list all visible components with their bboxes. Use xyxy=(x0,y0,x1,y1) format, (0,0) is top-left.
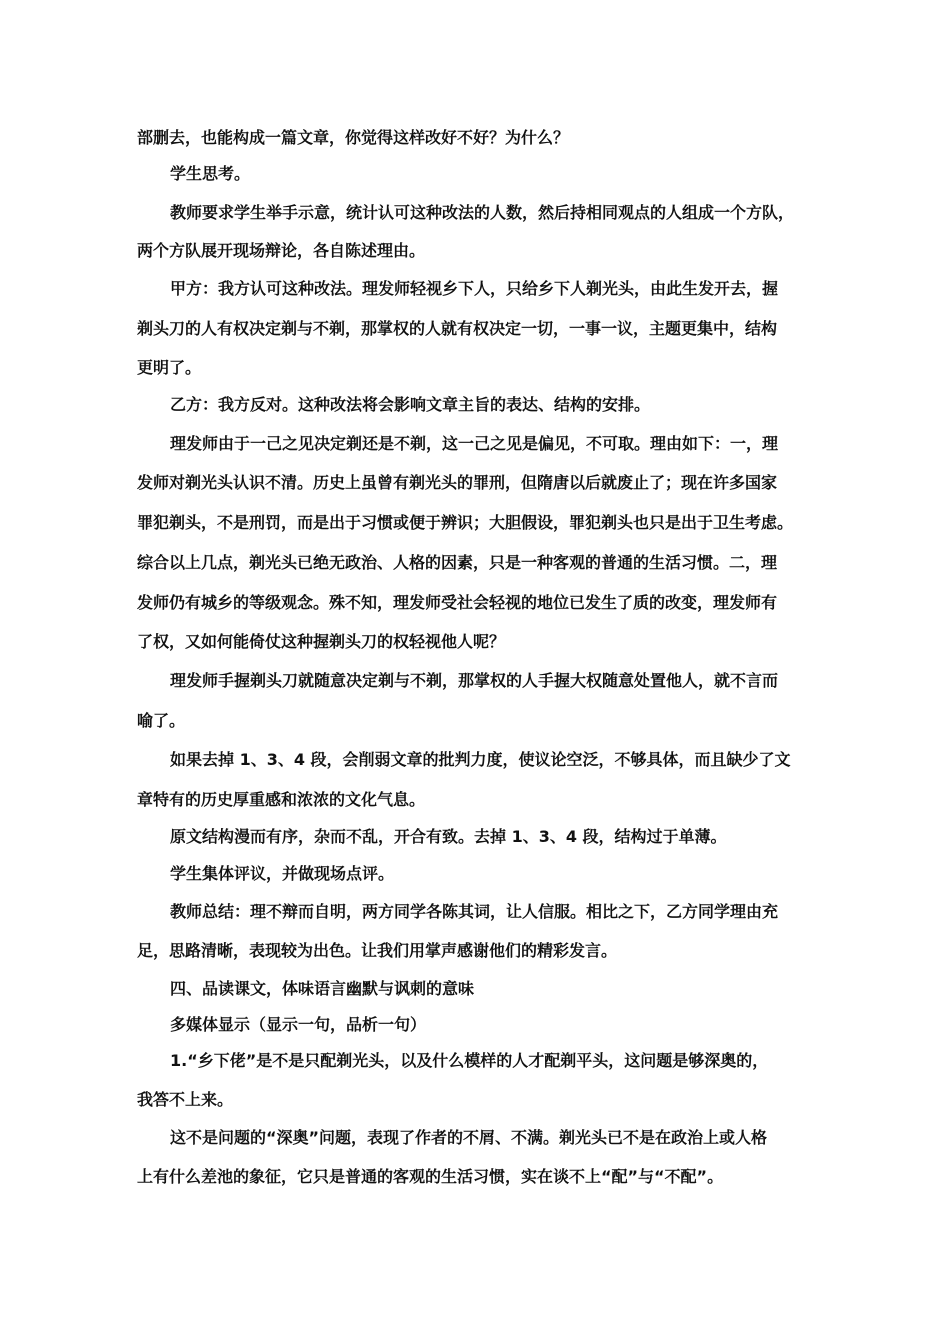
text-line: 足，思路清晰，表现较为出色。让我们用掌声感谢他们的精彩发言。 xyxy=(137,941,618,960)
text-line: 学生思考。 xyxy=(170,164,251,183)
text-line: 发师对剃光头认识不清。历史上虽曾有剃光头的罪刑，但隋唐以后就废止了；现在许多国家 xyxy=(137,473,778,492)
text-line: 剃头刀的人有权决定剃与不剃，那掌权的人就有权决定一切，一事一议，主题更集中，结构 xyxy=(137,319,778,338)
text-line: 我答不上来。 xyxy=(137,1090,234,1109)
text-line: 原文结构漫而有序，杂而不乱，开合有致。去掉 1、3、4 段，结构过于单薄。 xyxy=(170,827,727,846)
text-line: 教师总结：理不辩而自明，两方同学各陈其词，让人信服。相比之下，乙方同学理由充 xyxy=(170,902,779,921)
text-line: 罪犯剃头，不是刑罚，而是出于习惯或便于辨识；大胆假设，罪犯剃头也只是出于卫生考虑。 xyxy=(137,513,794,532)
text-line: 学生集体评议，并做现场点评。 xyxy=(170,864,395,883)
section-heading: 四、品读课文，体味语言幽默与讽刺的意味 xyxy=(170,979,475,998)
text-line: 甲方：我方认可这种改法。理发师轻视乡下人，只给乡下人剃光头，由此生发开去，握 xyxy=(170,279,779,298)
text-line: 了权，又如何能倚仗这种握剃头刀的权轻视他人呢？ xyxy=(137,632,506,651)
text-line: 更明了。 xyxy=(137,358,202,377)
text-line: 多媒体显示（显示一句，品析一句） xyxy=(170,1015,427,1034)
text-line: 部删去，也能构成一篇文章，你觉得这样改好不好？为什么？ xyxy=(137,128,570,147)
text-line: 喻了。 xyxy=(137,711,186,730)
text-line: 上有什么差池的象征，它只是普通的客观的生活习惯，实在谈不上“配”与“不配”。 xyxy=(137,1167,724,1186)
text-line: 教师要求学生举手示意，统计认可这种改法的人数，然后持相同观点的人组成一个方队， xyxy=(170,203,795,222)
text-line: 理发师由于一己之见决定剃还是不剃，这一己之见是偏见，不可取。理由如下：一，理 xyxy=(170,434,779,453)
text-line: 章特有的历史厚重感和浓浓的文化气息。 xyxy=(137,790,426,809)
text-line: 发师仍有城乡的等级观念。殊不知，理发师受社会轻视的地位已发生了质的改变，理发师有 xyxy=(137,593,778,612)
text-line: 1.“乡下佬”是不是只配剃光头，以及什么模样的人才配剃平头，这问题是够深奥的， xyxy=(170,1051,769,1070)
text-line: 综合以上几点，剃光头已绝无政治、人格的因素，只是一种客观的普通的生活习惯。二，理 xyxy=(137,553,778,572)
text-line: 两个方队展开现场辩论，各自陈述理由。 xyxy=(137,241,426,260)
text-line: 乙方：我方反对。这种改法将会影响文章主旨的表达、结构的安排。 xyxy=(170,395,651,414)
text-line: 这不是问题的“深奥”问题，表现了作者的不屑、不满。剃光头已不是在政治上或人格 xyxy=(170,1128,768,1147)
text-line: 如果去掉 1、3、4 段，会削弱文章的批判力度，使议论空泛，不够具体，而且缺少了文 xyxy=(170,750,791,769)
text-line: 理发师手握剃头刀就随意决定剃与不剃，那掌权的人手握大权随意处置他人，就不言而 xyxy=(170,671,779,690)
